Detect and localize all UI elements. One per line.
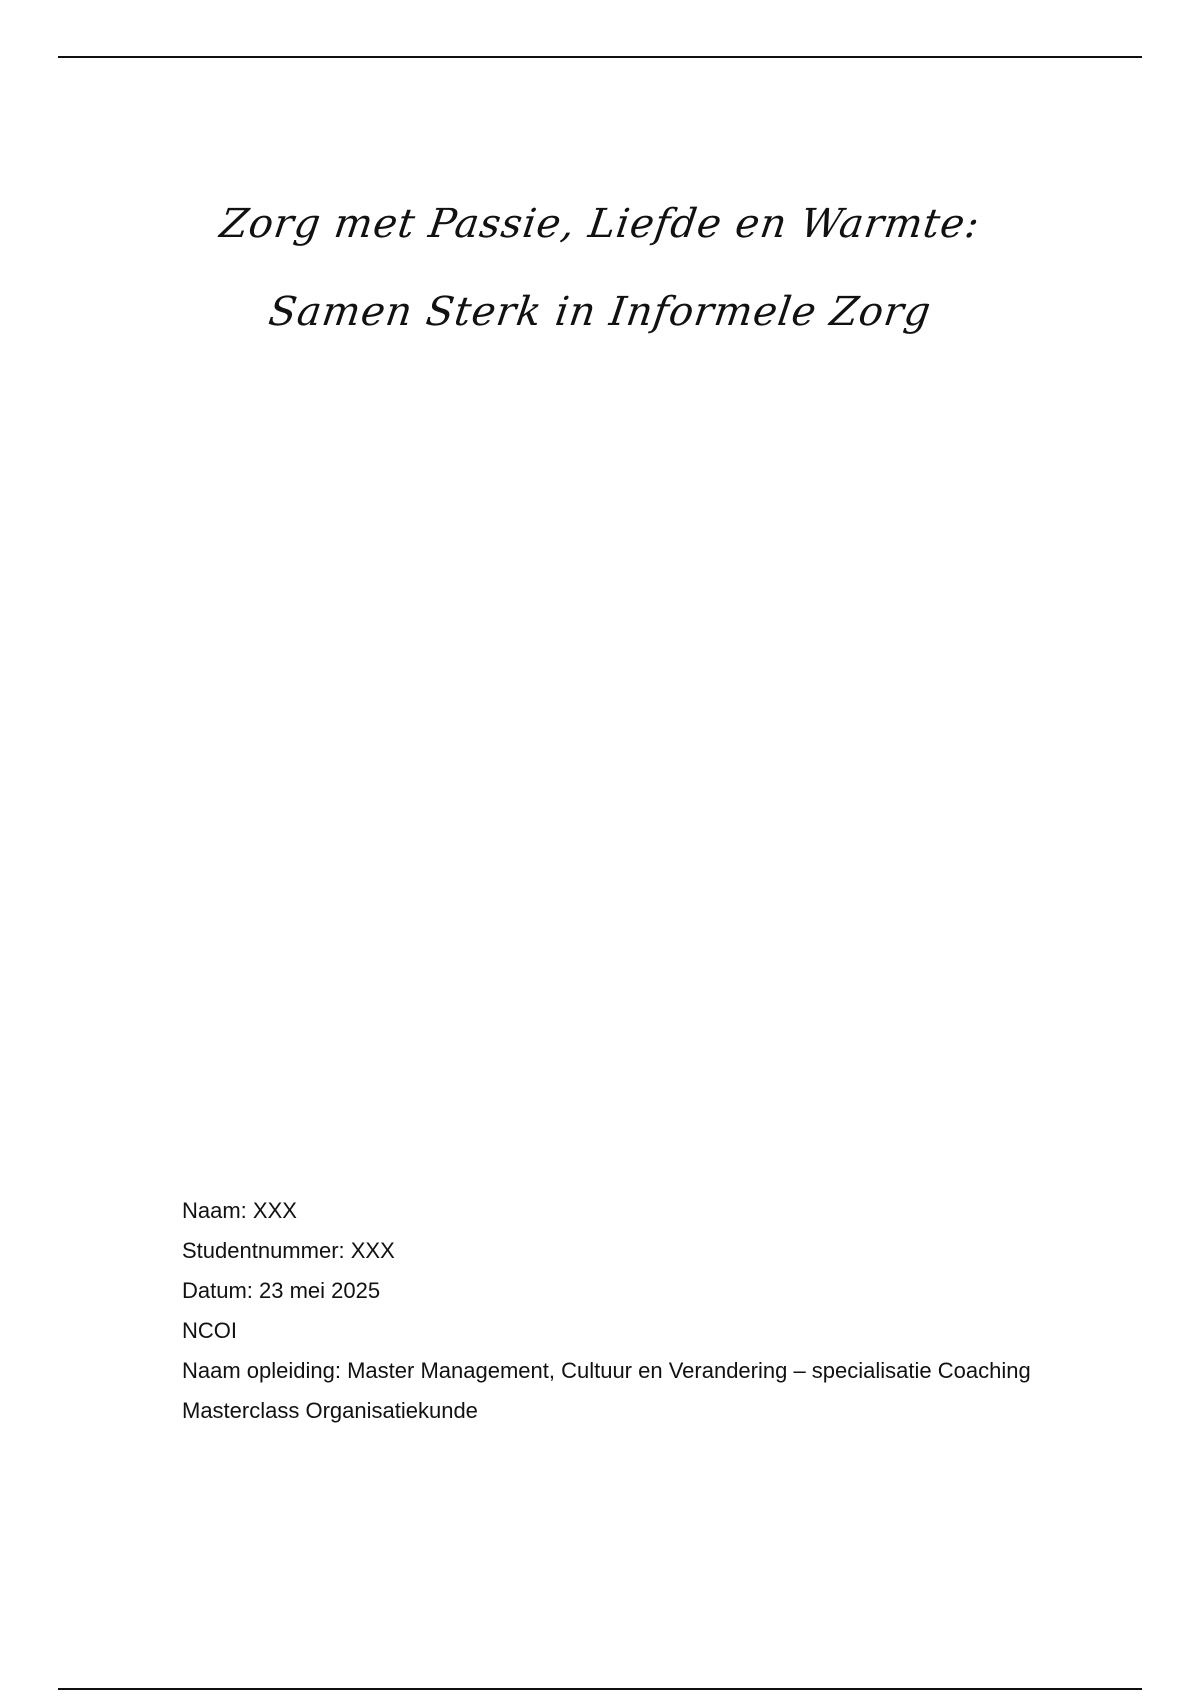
date-line: Datum: 23 mei 2025 xyxy=(182,1278,381,1303)
masterclass-line: Masterclass Organisatiekunde xyxy=(182,1398,478,1423)
bottom-divider xyxy=(58,1688,1142,1690)
author-info xyxy=(182,1198,1042,1438)
title-line-2: Samen Sterk in Informele Zorg xyxy=(265,289,935,335)
top-divider xyxy=(58,56,1142,58)
name-line: Naam: XXX xyxy=(182,1198,297,1223)
program-line: Naam opleiding: Master Management, Cultuur en Verandering – specialisatie Coaching xyxy=(182,1358,1031,1383)
student-number-line: Studentnummer: XXX xyxy=(182,1238,395,1263)
institution-line: NCOI xyxy=(182,1318,237,1343)
title-line-1: Zorg met Passie, Liefde en Warmte: xyxy=(217,201,983,247)
title-block xyxy=(0,180,1200,356)
